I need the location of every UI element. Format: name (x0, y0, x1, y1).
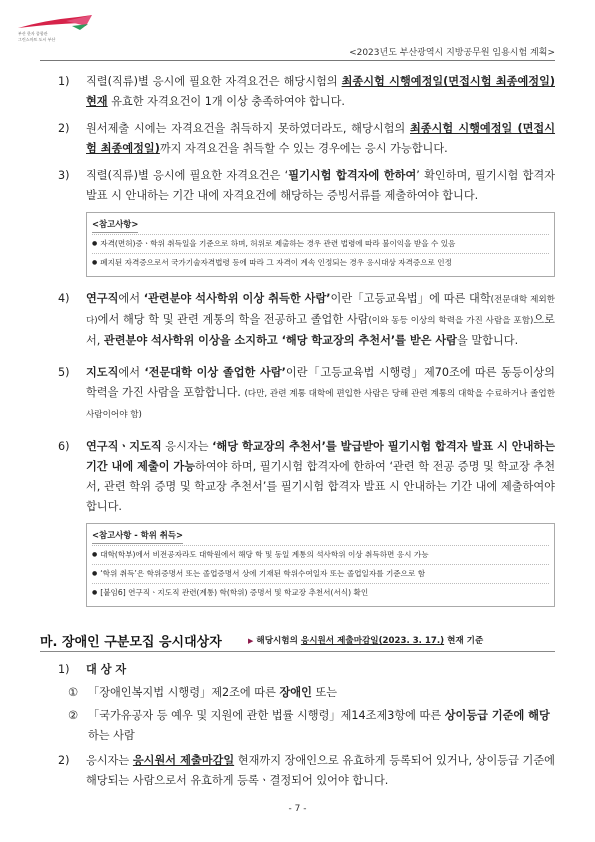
logo-text-2: 그린스마트 도시 부산 (18, 37, 56, 42)
section-heading (40, 628, 555, 650)
item-number: 2) (58, 754, 70, 767)
disabled-applicant-list (58, 660, 555, 791)
bullet-icon: ● (92, 240, 98, 247)
note-box-reference (86, 212, 555, 277)
emphasis-text: ‘전문대학 이상 졸업한 사람’ (144, 366, 286, 379)
emphasis-text: 관련분야 석사학위 이상을 소지하고 ‘해당 학교장의 추천서’를 받은 사람 (103, 334, 457, 347)
emphasis-text: ‘해당 학교장의 추천서’를 발급받아 필기시험 합격자 발표 시 안내하는 기간 내에 제출이 가능 (86, 440, 556, 473)
requirements-list (58, 72, 555, 607)
circled-number: ② (68, 709, 79, 722)
section-criteria: ▶ 해당시험의 응시원서 제출마감일(2023. 3. 17.) 현재 기준 (248, 636, 484, 646)
note-box-title: <참고사항 - 학위 취득> (92, 527, 183, 544)
item-number: 6) (58, 440, 70, 453)
note-box-title: <참고사항> (92, 216, 138, 233)
bullet-icon: ● (92, 551, 98, 558)
section-divider (40, 651, 555, 652)
emphasis-text: 필기시험 합격자에 한하여 (288, 169, 417, 182)
sub-item-1: ① 「장애인복지법 시행령」제2조에 따른 장애인 또는 (58, 683, 555, 703)
triangle-right-icon: ▶ (248, 637, 254, 645)
emphasis-text: 상이등급 기준에 해당 (444, 709, 550, 722)
list-item-6: 6) 연구직ㆍ지도직 응시자는 ‘해당 학교장의 추천서’를 발급받아 필기시험 합격자 발표 시 안내하는 기간 내에 제출이 가능하여야 하며, 필기시험 합격자에 한하여 ‘관련 학 전공 증명 및 학교장 추천서, 관련 학위 증명 및 학교장 추천서’를 필기시험 합격자 발표 시 안내하는 기간 내에 제출하여야 합니다. (58, 437, 555, 517)
busan-logo (16, 14, 96, 46)
item-number: 2) (58, 122, 70, 135)
emphasis-text: 장애인 (279, 686, 312, 699)
bullet-icon: ● (92, 570, 98, 577)
item-number: 5) (58, 366, 70, 379)
logo-text-1: 부산 한자 종합관 (18, 31, 48, 36)
emphasis-text: ‘관련분야 석사학위 이상 취득한 사람’ (143, 292, 331, 305)
subheading: 대 상 자 (86, 663, 127, 676)
note-row: ● [붙임6] 연구직ㆍ지도직 관련(계통) 학(학위) 증명서 및 학교장 추천서(서식) 확인 (92, 583, 549, 602)
list-item-registration: 2) 응시자는 응시원서 제출마감일 현재까지 장애인으로 유효하게 등록되어 있거나, 상이등급 기준에 해당되는 사람으로서 유효하게 등록ㆍ결정되어 있어야 합니다. (58, 751, 555, 791)
bullet-icon: ● (92, 589, 98, 596)
item-number: 3) (58, 169, 70, 182)
item-number: 1) (58, 75, 70, 88)
emphasis-text: 응시원서 제출마감일 (132, 754, 235, 767)
note-row: ● 자격(면허)증ㆍ학위 취득일을 기준으로 하며, 허위로 제출하는 경우 관련 법령에 따라 불이익을 받을 수 있음 (92, 234, 549, 253)
section-title: 마. 장애인 구분모집 응시대상자 (40, 635, 222, 650)
bullet-icon: ● (92, 259, 98, 266)
header-divider (40, 60, 555, 61)
list-item-target (58, 660, 555, 680)
page-number: - 7 - (288, 804, 307, 814)
note-row: ● 폐지된 자격증으로서 국가기술자격법령 등에 따라 그 자격이 계속 인정되는 경우 응시대상 자격증으로 인정 (92, 253, 549, 272)
note-box-degree (86, 523, 555, 607)
list-item-4: 4) 연구직에서 ‘관련분야 석사학위 이상 취득한 사람’이란「고등교육법」에 따른 대학(전문대학 제외한다)에서 해당 학 및 관련 계통의 학을 전공하고 졸업한 사람(이와 동등 이상의 학력을 가진 사람을 포함)으로서, 관련분야 석사학위 이상을 소지하고 ‘해당 학교장의 추천서’를 받은 사람을 말합니다. (58, 289, 555, 351)
circled-number: ① (68, 686, 79, 699)
list-item-3: 3) 직렬(직류)별 응시에 필요한 자격요건은 ‘필기시험 합격자에 한하여’ 확인하며, 필기시험 합격자 발표 시 안내하는 기간 내에 자격요건에 해당하는 증빙서류를 제출하여야 합니다. (58, 166, 555, 206)
list-item-1: 1) 직렬(직류)별 응시에 필요한 자격요건은 해당시험의 최종시험 시행예정일(면접시험 최종예정일) 현재 유효한 자격요건이 1개 이상 충족하여야 합니다. (58, 72, 555, 112)
item-number: 1) (58, 663, 70, 676)
item-number: 4) (58, 292, 70, 305)
note-row: ● 대학(학부)에서 비전공자라도 대학원에서 해당 학 및 동일 계통의 석사학위 이상 취득하면 응시 가능 (92, 545, 549, 564)
logo-swoosh-icon (16, 14, 96, 32)
list-item-2: 2) 원서제출 시에는 자격요건을 취득하지 못하였더라도, 해당시험의 최종시험 시행예정일 (면접시험 최종예정일)까지 자격요건을 취득할 수 있는 경우에는 응시 가능합니다. (58, 119, 555, 159)
note-row: ● ‘학위 취득’은 학위증명서 또는 졸업증명서 상에 기재된 학위수여일자 또는 졸업일자를 기준으로 함 (92, 564, 549, 583)
sub-item-2: ② 「국가유공자 등 예우 및 지원에 관한 법률 시행령」제14조제3항에 따른 상이등급 기준에 해당하는 사람 (58, 706, 555, 746)
document-header-title: <2023년도 부산광역시 지방공무원 임용시험 계획> (349, 48, 555, 58)
emphasis-text: 최종시험 시행예정일 (면접시험 최종예정일) (86, 122, 556, 155)
list-item-5: 5) 지도직에서 ‘전문대학 이상 졸업한 사람’이란「고등교육법 시행령」제70조에 따른 동등이상의 학력을 가진 사람을 포함합니다. (다만, 관련 계통 대학에 편입한 사람은 당해 관련 계통의 대학을 수료하거나 졸업한 사람이어야 함) (58, 363, 555, 425)
emphasis-text: 최종시험 시행예정일(면접시험 최종예정일) 현재 (86, 75, 555, 108)
